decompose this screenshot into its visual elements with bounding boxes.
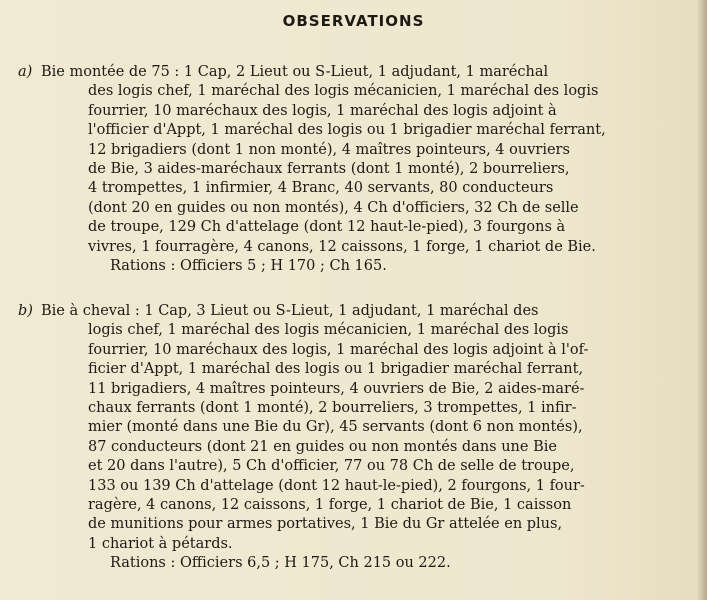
section-a-line-1: a) Bie montée de 75 : 1 Cap, 2 Lieut ou S-Lieut, 1 adjudant, 1 maréchal — [18, 63, 698, 82]
section-a-line: fourrier, 10 maréchaux des logis, 1 maréchal des logis adjoint à — [88, 102, 557, 119]
section-a-line: (dont 20 en guides ou non montés), 4 Ch d'officiers, 32 Ch de selle — [88, 199, 579, 216]
section-a-line: 12 brigadiers (dont 1 non monté), 4 maîtres pointeurs, 4 ouvriers — [88, 141, 570, 158]
section-b-line: chaux ferrants (dont 1 monté), 2 bourreliers, 3 trompettes, 1 infir- — [88, 400, 577, 417]
section-a-line: l'officier d'Appt, 1 maréchal des logis ou 1 brigadier maréchal ferrant, — [88, 122, 606, 139]
section-b-line: ragère, 4 canons, 12 caissons, 1 forge, 1 chariot de Bie, 1 caisson — [88, 497, 572, 514]
section-b-line: 87 conducteurs (dont 21 en guides ou non montés dans une Bie — [88, 438, 557, 455]
section-b-line-1: b) Bie à cheval : 1 Cap, 3 Lieut ou S-Lieut, 1 adjudant, 1 maréchal des — [18, 302, 698, 321]
section-a-line: des logis chef, 1 maréchal des logis mécanicien, 1 maréchal des logis — [88, 83, 599, 100]
section-b-line: fourrier, 10 maréchaux des logis, 1 maréchal des logis adjoint à l'of- — [88, 341, 589, 358]
section-a-rations: Rations : Officiers 5 ; H 170 ; Ch 165. — [110, 258, 387, 275]
page-title: OBSERVATIONS — [282, 12, 425, 30]
section-a — [18, 63, 698, 276]
section-a-line: de Bie, 3 aides-maréchaux ferrants (dont 1 monté), 2 bourreliers, — [88, 161, 570, 178]
section-b-rations: Rations : Officiers 6,5 ; H 175, Ch 215 ou 222. — [110, 555, 451, 572]
section-b-line: et 20 dans l'autre), 5 Ch d'officier, 77 ou 78 Ch de selle de troupe, — [88, 458, 575, 475]
section-a-line: vivres, 1 fourragère, 4 canons, 12 caissons, 1 forge, 1 chariot de Bie. — [88, 238, 596, 255]
section-a-line: de troupe, 129 Ch d'attelage (dont 12 haut-le-pied), 3 fourgons à — [88, 219, 566, 236]
section-b-line: 133 ou 139 Ch d'attelage (dont 12 haut-le-pied), 2 fourgons, 1 four- — [88, 477, 585, 494]
section-b-line: ficier d'Appt, 1 maréchal des logis ou 1 brigadier maréchal ferrant, — [88, 361, 584, 378]
section-a-line: 4 trompettes, 1 infirmier, 4 Branc, 40 servants, 80 conducteurs — [88, 180, 554, 197]
section-b — [18, 302, 698, 574]
section-b-line: mier (monté dans une Bie du Gr), 45 servants (dont 6 non montés), — [88, 419, 583, 436]
section-b-line: logis chef, 1 maréchal des logis mécanicien, 1 maréchal des logis — [88, 322, 569, 339]
section-a-marker: a) — [18, 64, 33, 80]
section-b-line: de munitions pour armes portatives, 1 Bie du Gr attelée en plus, — [88, 516, 563, 533]
section-b-marker: b) — [18, 303, 33, 319]
section-b-line: 11 brigadiers, 4 maîtres pointeurs, 4 ouvriers de Bie, 2 aides-maré- — [88, 380, 585, 397]
page-edge-shadow — [697, 0, 707, 600]
section-b-line: 1 chariot à pétards. — [88, 535, 233, 552]
